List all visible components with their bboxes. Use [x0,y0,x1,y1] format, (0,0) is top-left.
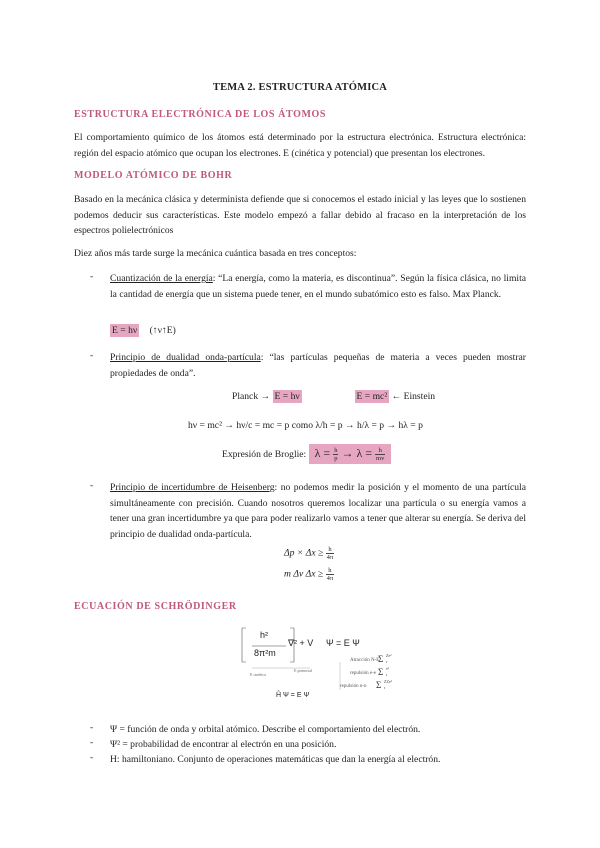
broglie-eq-b: → λ = [341,446,373,460]
svg-text:ZZe²: ZZe² [384,679,392,684]
highlight-e-hv: E = hν [112,325,138,336]
svg-text:Σ: Σ [378,667,384,677]
section-heading-electronic-structure: ESTRUCTURA ELECTRÓNICA DE LOS ÁTOMOS [74,109,327,120]
svg-text:r: r [386,659,388,664]
label-einstein: ← Einstein [391,391,436,402]
section-heading-bohr: MODELO ATÓMICO DE BOHR [74,170,233,181]
text-heisenberg: : no podemos medir la posición y el momento de una partícula simultáneamente con precisión. Cuando nosotros queremos localizar una partícula o su energía vamos a tener una gran incertidumbre ya que para poder realizarlo vamos a tener que alterar su energía. Se deriva del principio de dualidad onda-partícula. [110,482,526,540]
list-dash: - [90,480,94,491]
svg-text:Σ: Σ [378,654,384,664]
term-duality: Principio de dualidad onda-partícula [110,352,261,363]
highlight-einstein-eq: E = mc² [356,391,388,402]
inequality-momentum: Δp × Δx ≥ $\frac{h}{4\pi}$ [284,546,334,561]
svg-text:repulsión e-e: repulsión e-e [350,671,376,676]
svg-text:Ze²: Ze² [386,653,392,658]
svg-text:r: r [384,685,386,690]
svg-text:e²: e² [386,666,389,671]
broglie-eq-a: λ = [314,446,331,460]
eq-nabla-v: ∇² + V [288,638,314,648]
svg-text:Atracción N-E: Atracción N-E [350,658,380,663]
fraction-h-p: $\frac{h}{p}$ [334,446,338,462]
label-broglie: Expresión de Broglie: [222,449,307,460]
term-heisenberg: Principio de incertidumbre de Heisenberg [110,482,275,493]
svg-text:E potencial: E potencial [294,668,313,673]
paragraph-electronic-structure: El comportamiento químico de los átomos está determinado por la estructura electrónica. Estructura electrónica: región del espacio atómico que ocupan los electrones. E (cinética y potencial) que presentan los electrones. [74,132,526,159]
svg-text:Σ: Σ [376,680,382,690]
list-dash: - [90,722,94,733]
svg-text:repulsión n-n: repulsión n-n [340,684,367,689]
equation-planck [110,325,176,336]
equation-broglie [222,444,391,464]
list-dash: - [90,737,94,748]
list-item-duality [110,350,526,381]
list-dash: - [90,271,94,282]
eq-h-squared: h² [260,630,269,640]
equation-planck-einstein [232,391,435,402]
list-item-heisenberg [110,480,526,542]
eq-denominator: 8π²m [254,648,276,658]
inequality-velocity: m Δv Δx ≥ $\frac{h}{4\pi}$ [284,567,334,582]
page-title: TEMA 2. ESTRUCTURA ATÓMICA [212,82,388,93]
label-planck: Planck → [232,391,271,402]
section-heading-schrodinger: ECUACIÓN DE SCHRÖDINGER [74,601,237,612]
highlight-planck-eq: E = hν [274,391,300,402]
highlight-broglie [309,444,392,464]
paragraph-intro-quantum: Diez años más tarde surge la mecánica cuántica basada en tres conceptos: [74,248,357,259]
list-item-quantization [110,271,526,302]
text-duality: : “las partículas pequeñas de materia a veces pueden mostrar propiedades de onda”. [110,352,526,379]
equation-chain: hν = mc² → hν/c = mc = p como λ/h = p → h/λ = p → hλ = p [188,420,423,431]
eq-hamiltonian: Ĥ Ψ = E Ψ [276,692,310,699]
list-dash: - [90,350,94,361]
svg-text:r: r [386,672,388,677]
bullet-hamiltonian: H: hamiltoniano. Conjunto de operaciones matemáticas que dan la energía al electrón. [110,754,441,765]
text-quantization: : “La energía, como la materia, es discontinua”. Según la física clásica, no limita la cantidad de energía que un sistema puede tener, en el mundo subatómico esto es falso. Max Planck. [110,273,526,300]
note-frequency: (↑ν↑E) [149,325,176,336]
bullet-psi-squared: Ψ² = probabilidad de encontrar al electrón en una posición. [110,739,337,750]
eq-psi: Ψ = E Ψ [326,638,360,648]
svg-text:E cinética: E cinética [250,672,266,677]
schrodinger-equation-figure [240,624,420,704]
bullet-psi: Ψ = función de onda y orbital atómico. Describe el comportamiento del electrón. [110,724,421,735]
paragraph-bohr: Basado en la mecánica clásica y determinista defiende que si conocemos el estado inicial y las leyes que lo sostienen podemos deducir sus características. Este modelo empezó a fallar debido al fracaso en la interpretación de los espectros polielectrónicos [74,194,526,236]
term-quantization: Cuantización de la energía [110,273,213,284]
list-dash: - [90,752,94,763]
fraction-h-mv: $\frac{h}{mv}$ [376,446,385,462]
